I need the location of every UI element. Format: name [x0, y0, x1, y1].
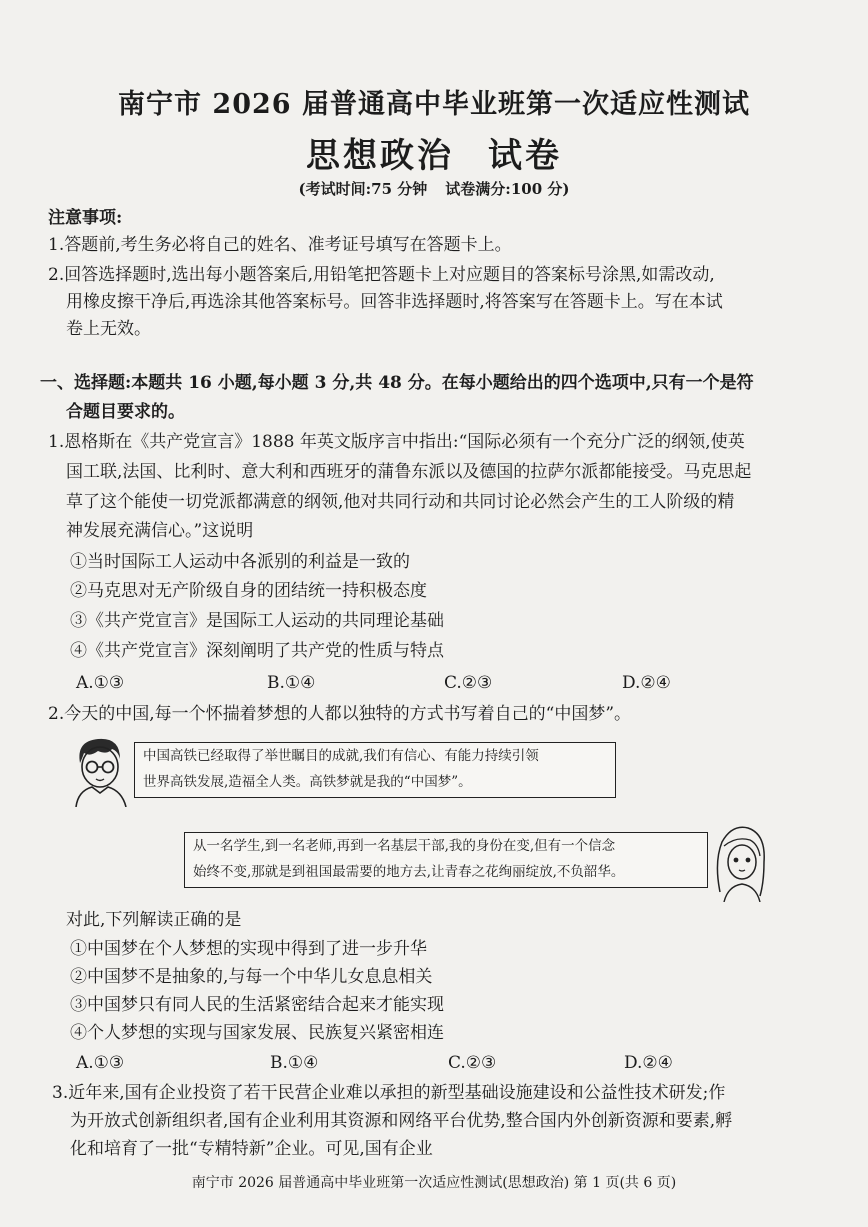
quote-line: 从一名学生,到一名老师,再到一名基层干部,我的身份在变,但有一个信念: [193, 838, 616, 854]
q2-option-c: C.②③: [448, 1053, 497, 1073]
full-score: 试卷满分:100 分): [445, 180, 570, 198]
q1-option-d: D.②④: [622, 673, 671, 693]
q2-prompt: 对此,下列解读正确的是: [66, 910, 242, 930]
notice-heading: 注意事项:: [48, 208, 123, 228]
notice-line: 1.答题前,考生务必将自己的姓名、准考证号填写在答题卡上。: [48, 235, 512, 255]
q1-item: ②马克思对无产阶级自身的团结统一持积极态度: [70, 581, 427, 601]
quote-line: 始终不变,那就是到祖国最需要的地方去,让青春之花绚丽绽放,不负韶华。: [193, 864, 625, 880]
q1-stem: 草了这个能使一切党派都满意的纲领,他对共同行动和共同讨论必然会产生的工人阶级的精: [66, 492, 735, 512]
exam-time: (考试时间:75 分钟: [298, 180, 428, 198]
boy-illustration: [68, 733, 132, 807]
section-heading-cont: 合题目要求的。: [66, 402, 185, 422]
page-footer: 南宁市 2026 届普通高中毕业班第一次适应性测试(思想政治) 第 1 页(共 6 页): [191, 1175, 677, 1191]
subject-title: [0, 128, 868, 177]
q2-item: ③中国梦只有同人民的生活紧密结合起来才能实现: [70, 995, 444, 1015]
notice-line: 2.回答选择题时,选出每小题答案后,用铅笔把答题卡上对应题目的答案标号涂黑,如需改动,: [48, 265, 715, 285]
exam-title: 南宁市 2026 届普通高中毕业班第一次适应性测试: [118, 89, 750, 120]
q1-option-a: A.①③: [76, 673, 125, 693]
paper-label: 试卷: [488, 136, 562, 176]
q3-stem: 化和培育了一批“专精特新”企业。可见,国有企业: [70, 1139, 433, 1159]
q2-option-a: A.①③: [76, 1053, 125, 1073]
q1-option-b: B.①④: [267, 673, 316, 693]
q3-stem: 为开放式创新组织者,国有企业利用其资源和网络平台优势,整合国内外创新资源和要素,孵: [70, 1111, 733, 1131]
q1-item: ③《共产党宣言》是国际工人运动的共同理论基础: [70, 611, 444, 631]
q2-item: ①中国梦在个人梦想的实现中得到了进一步升华: [70, 939, 427, 959]
quote-bubble-rail: [134, 742, 616, 798]
q1-stem: 1.恩格斯在《共产党宣言》1888 年英文版序言中指出:“国际必须有一个充分广泛的纲领,使英: [48, 432, 745, 452]
q1-option-c: C.②③: [444, 673, 493, 693]
q1-item: ①当时国际工人运动中各派别的利益是一致的: [70, 552, 410, 572]
q3-stem: 3.近年来,国有企业投资了若干民营企业难以承担的新型基础设施建设和公益性技术研发;作: [52, 1083, 726, 1103]
q1-stem: 神发展充满信心。”这说明: [66, 521, 254, 541]
section-heading: 一、选择题:本题共 16 小题,每小题 3 分,共 48 分。在每小题给出的四个选项中,只有一个是符: [40, 373, 754, 393]
q2-item: ④个人梦想的实现与国家发展、民族复兴紧密相连: [70, 1023, 444, 1043]
q1-stem: 国工联,法国、比利时、意大利和西班牙的蒲鲁东派以及德国的拉萨尔派都能接受。马克思起: [66, 462, 752, 482]
q2-item: ②中国梦不是抽象的,与每一个中华儿女息息相关: [70, 967, 433, 987]
notice-line: 卷上无效。: [66, 319, 151, 339]
exam-info: [0, 178, 868, 199]
quote-line: 世界高铁发展,造福全人类。高铁梦就是我的“中国梦”。: [143, 774, 472, 790]
q2-option-b: B.①④: [270, 1053, 319, 1073]
girl-illustration: [710, 822, 772, 902]
q2-stem: 2.今天的中国,每一个怀揣着梦想的人都以独特的方式书写着自己的“中国梦”。: [48, 704, 632, 724]
quote-bubble-teacher: [184, 832, 708, 888]
quote-line: 中国高铁已经取得了举世瞩目的成就,我们有信心、有能力持续引领: [143, 748, 539, 764]
q2-option-d: D.②④: [624, 1053, 673, 1073]
notice-line: 用橡皮擦干净后,再选涂其他答案标号。回答非选择题时,将答案写在答题卡上。写在本试: [66, 292, 723, 312]
subject-name: 思想政治: [306, 136, 454, 176]
q1-item: ④《共产党宣言》深刻阐明了共产党的性质与特点: [70, 641, 444, 661]
